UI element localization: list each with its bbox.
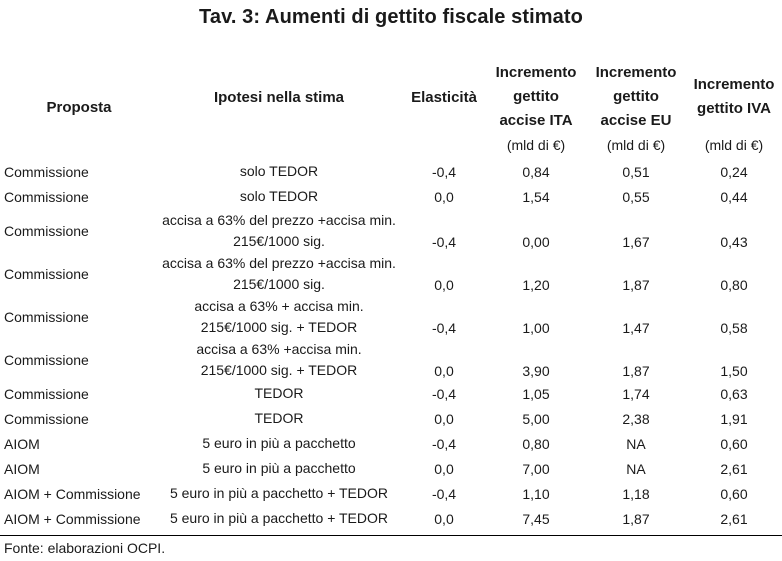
- cell-eu: [586, 381, 686, 406]
- elasticita-value: 0,0: [434, 510, 454, 527]
- ipotesi-text: [202, 458, 355, 479]
- elasticita-value: -0,4: [431, 385, 457, 402]
- cell-eu: [586, 295, 686, 338]
- table-row: [0, 506, 782, 531]
- header-eu-line3: accise EU: [600, 112, 672, 129]
- ita-value: 1,10: [522, 485, 550, 502]
- ita-value: 1,00: [522, 320, 550, 336]
- ipotesi-text: [196, 339, 361, 381]
- elasticita-value: 0,0: [434, 188, 454, 205]
- cell-elasticita: [404, 209, 484, 252]
- elasticita-value: 0,0: [434, 460, 454, 477]
- header-ita-unit: (mld di €): [506, 137, 566, 153]
- cell-proposta: AIOM + Commissione: [4, 485, 141, 502]
- ita-value: 3,90: [522, 363, 550, 379]
- ipotesi-line: 215€/1000 sig. + TEDOR: [200, 318, 358, 335]
- header-incremento-iva: [686, 73, 782, 157]
- eu-value: 0,51: [622, 163, 650, 180]
- bottom-rule: [0, 535, 782, 536]
- cell-iva: [686, 381, 782, 406]
- cell-ita: [486, 406, 586, 431]
- header-ita-line1: Incremento: [495, 64, 577, 81]
- cell-ipotesi: [154, 506, 404, 531]
- iva-value: 1,50: [720, 363, 748, 379]
- cell-ita: [486, 481, 586, 506]
- elasticita-value: -0,4: [431, 234, 457, 250]
- cell-proposta: Commissione: [4, 385, 89, 402]
- ipotesi-text: [240, 186, 318, 207]
- header-proposta: Proposta: [46, 99, 112, 116]
- cell-proposta: AIOM + Commissione: [4, 510, 141, 527]
- ita-value: 1,54: [522, 188, 550, 205]
- cell-ipotesi: [154, 295, 404, 338]
- header-ipotesi: Ipotesi nella stima: [213, 89, 345, 106]
- cell-ita: [486, 209, 586, 252]
- cell-eu: [586, 406, 686, 431]
- table-row: [0, 159, 782, 184]
- cell-ita: [486, 252, 586, 295]
- eu-value: NA: [626, 435, 646, 452]
- ipotesi-line: 5 euro in più a pacchetto: [202, 435, 356, 451]
- elasticita-value: 0,0: [434, 410, 454, 427]
- table-row: [0, 431, 782, 456]
- cell-proposta: Commissione: [4, 188, 89, 205]
- cell-proposta: Commissione: [4, 308, 89, 325]
- eu-value: 2,38: [622, 410, 650, 427]
- cell-ipotesi: [154, 338, 404, 381]
- cell-proposta: Commissione: [4, 265, 89, 282]
- cell-eu: [586, 209, 686, 252]
- ita-value: 7,45: [522, 510, 550, 527]
- ita-value: 0,00: [522, 234, 550, 250]
- ipotesi-line: 215€/1000 sig.: [233, 275, 325, 292]
- cell-ita: [486, 184, 586, 209]
- cell-proposta: Commissione: [4, 351, 89, 368]
- cell-iva: [686, 506, 782, 531]
- cell-ipotesi: [154, 159, 404, 184]
- iva-value: 2,61: [720, 460, 748, 477]
- ipotesi-text: [170, 483, 388, 504]
- elasticita-value: -0,4: [431, 485, 457, 502]
- cell-eu: [586, 506, 686, 531]
- header-iva-line2: gettito IVA: [697, 100, 771, 117]
- ipotesi-line: solo TEDOR: [239, 188, 319, 204]
- header-incremento-eu: [586, 61, 686, 157]
- ipotesi-text: [194, 296, 363, 338]
- ita-value: 1,05: [522, 385, 550, 402]
- cell-elasticita: [404, 431, 484, 456]
- cell-eu: [586, 252, 686, 295]
- cell-proposta: Commissione: [4, 222, 89, 239]
- ipotesi-line: TEDOR: [254, 410, 304, 426]
- cell-elasticita: [404, 252, 484, 295]
- cell-iva: [686, 184, 782, 209]
- cell-iva: [686, 209, 782, 252]
- ipotesi-text: [202, 433, 355, 454]
- eu-value: 0,55: [622, 188, 650, 205]
- cell-elasticita: [404, 481, 484, 506]
- table-row: [0, 209, 782, 252]
- eu-value: 1,18: [622, 485, 650, 502]
- cell-eu: [586, 184, 686, 209]
- cell-ita: [486, 456, 586, 481]
- eu-value: 1,87: [622, 510, 650, 527]
- ipotesi-line: accisa a 63% del prezzo +accisa min.: [162, 211, 396, 228]
- ita-value: 1,20: [522, 277, 550, 293]
- cell-iva: [686, 252, 782, 295]
- header-incremento-ita: [486, 61, 586, 157]
- cell-iva: [686, 159, 782, 184]
- ipotesi-line: 215€/1000 sig. + TEDOR: [200, 361, 358, 378]
- eu-value: 1,87: [622, 363, 650, 379]
- ita-value: 5,00: [522, 410, 550, 427]
- elasticita-value: -0,4: [431, 435, 457, 452]
- iva-value: 0,63: [720, 385, 748, 402]
- ipotesi-line: 5 euro in più a pacchetto + TEDOR: [169, 485, 389, 501]
- header-ita-line3: accise ITA: [499, 112, 573, 129]
- table-row: [0, 184, 782, 209]
- elasticita-value: -0,4: [431, 163, 457, 180]
- ipotesi-line: accisa a 63% + accisa min.: [194, 297, 364, 314]
- ipotesi-line: accisa a 63% +accisa min.: [196, 340, 362, 357]
- iva-value: 0,60: [720, 435, 748, 452]
- table-row: [0, 381, 782, 406]
- cell-ipotesi: [154, 431, 404, 456]
- table-row: [0, 406, 782, 431]
- ipotesi-text: [170, 508, 388, 529]
- cell-eu: [586, 481, 686, 506]
- cell-iva: [686, 295, 782, 338]
- cell-ipotesi: [154, 209, 404, 252]
- cell-ita: [486, 338, 586, 381]
- cell-ipotesi: [154, 184, 404, 209]
- cell-eu: [586, 159, 686, 184]
- iva-value: 0,24: [720, 163, 748, 180]
- ita-value: 7,00: [522, 460, 550, 477]
- cell-iva: [686, 456, 782, 481]
- ita-value: 0,84: [522, 163, 550, 180]
- ipotesi-line: solo TEDOR: [239, 163, 319, 179]
- header-eu-line1: Incremento: [595, 64, 677, 81]
- cell-ita: [486, 159, 586, 184]
- ipotesi-line: accisa a 63% del prezzo +accisa min.: [162, 254, 396, 271]
- cell-elasticita: [404, 338, 484, 381]
- table-row: [0, 295, 782, 338]
- cell-proposta: Commissione: [4, 410, 89, 427]
- cell-elasticita: [404, 159, 484, 184]
- table-title: Tav. 3: Aumenti di gettito fiscale stimato: [199, 6, 583, 28]
- cell-elasticita: [404, 406, 484, 431]
- table-row: [0, 456, 782, 481]
- cell-elasticita: [404, 295, 484, 338]
- cell-ipotesi: [154, 252, 404, 295]
- ipotesi-text: [162, 210, 396, 252]
- header-elasticita: Elasticità: [411, 89, 477, 106]
- ipotesi-text: [255, 383, 304, 404]
- cell-ita: [486, 506, 586, 531]
- iva-value: 2,61: [720, 510, 748, 527]
- cell-iva: [686, 338, 782, 381]
- ipotesi-line: 215€/1000 sig.: [233, 232, 325, 249]
- table-row: [0, 338, 782, 381]
- iva-value: 0,60: [720, 485, 748, 502]
- elasticita-value: 0,0: [434, 363, 454, 379]
- ipotesi-line: TEDOR: [254, 385, 304, 401]
- iva-value: 0,43: [720, 234, 748, 250]
- cell-ipotesi: [154, 456, 404, 481]
- ipotesi-text: [240, 161, 318, 182]
- cell-elasticita: [404, 506, 484, 531]
- eu-value: NA: [626, 460, 646, 477]
- cell-eu: [586, 338, 686, 381]
- iva-value: 0,44: [720, 188, 748, 205]
- cell-eu: [586, 431, 686, 456]
- header-ita-line2: gettito: [513, 88, 559, 105]
- eu-value: 1,74: [622, 385, 650, 402]
- eu-value: 1,67: [622, 234, 650, 250]
- header-eu-line2: gettito: [613, 88, 659, 105]
- cell-proposta: AIOM: [4, 435, 40, 452]
- ipotesi-text: [255, 408, 304, 429]
- cell-ipotesi: [154, 481, 404, 506]
- cell-iva: [686, 406, 782, 431]
- cell-elasticita: [404, 184, 484, 209]
- cell-elasticita: [404, 456, 484, 481]
- cell-proposta: Commissione: [4, 163, 89, 180]
- elasticita-value: 0,0: [434, 277, 454, 293]
- ipotesi-text: [162, 253, 396, 295]
- cell-ita: [486, 295, 586, 338]
- cell-iva: [686, 481, 782, 506]
- cell-elasticita: [404, 381, 484, 406]
- cell-ipotesi: [154, 381, 404, 406]
- elasticita-value: -0,4: [431, 320, 457, 336]
- ipotesi-line: 5 euro in più a pacchetto + TEDOR: [169, 510, 389, 526]
- cell-ita: [486, 431, 586, 456]
- iva-value: 0,58: [720, 320, 748, 336]
- header-iva-line1: Incremento: [693, 76, 775, 93]
- source-note: Fonte: elaborazioni OCPI.: [4, 540, 166, 556]
- cell-eu: [586, 456, 686, 481]
- ipotesi-line: 5 euro in più a pacchetto: [202, 460, 356, 476]
- ita-value: 0,80: [522, 435, 550, 452]
- eu-value: 1,47: [622, 320, 650, 336]
- cell-proposta: AIOM: [4, 460, 40, 477]
- cell-ita: [486, 381, 586, 406]
- header-iva-unit: (mld di €): [704, 137, 764, 153]
- table-row: [0, 481, 782, 506]
- cell-iva: [686, 431, 782, 456]
- table-row: [0, 252, 782, 295]
- cell-ipotesi: [154, 406, 404, 431]
- eu-value: 1,87: [622, 277, 650, 293]
- iva-value: 0,80: [720, 277, 748, 293]
- header-eu-unit: (mld di €): [606, 137, 666, 153]
- iva-value: 1,91: [720, 410, 748, 427]
